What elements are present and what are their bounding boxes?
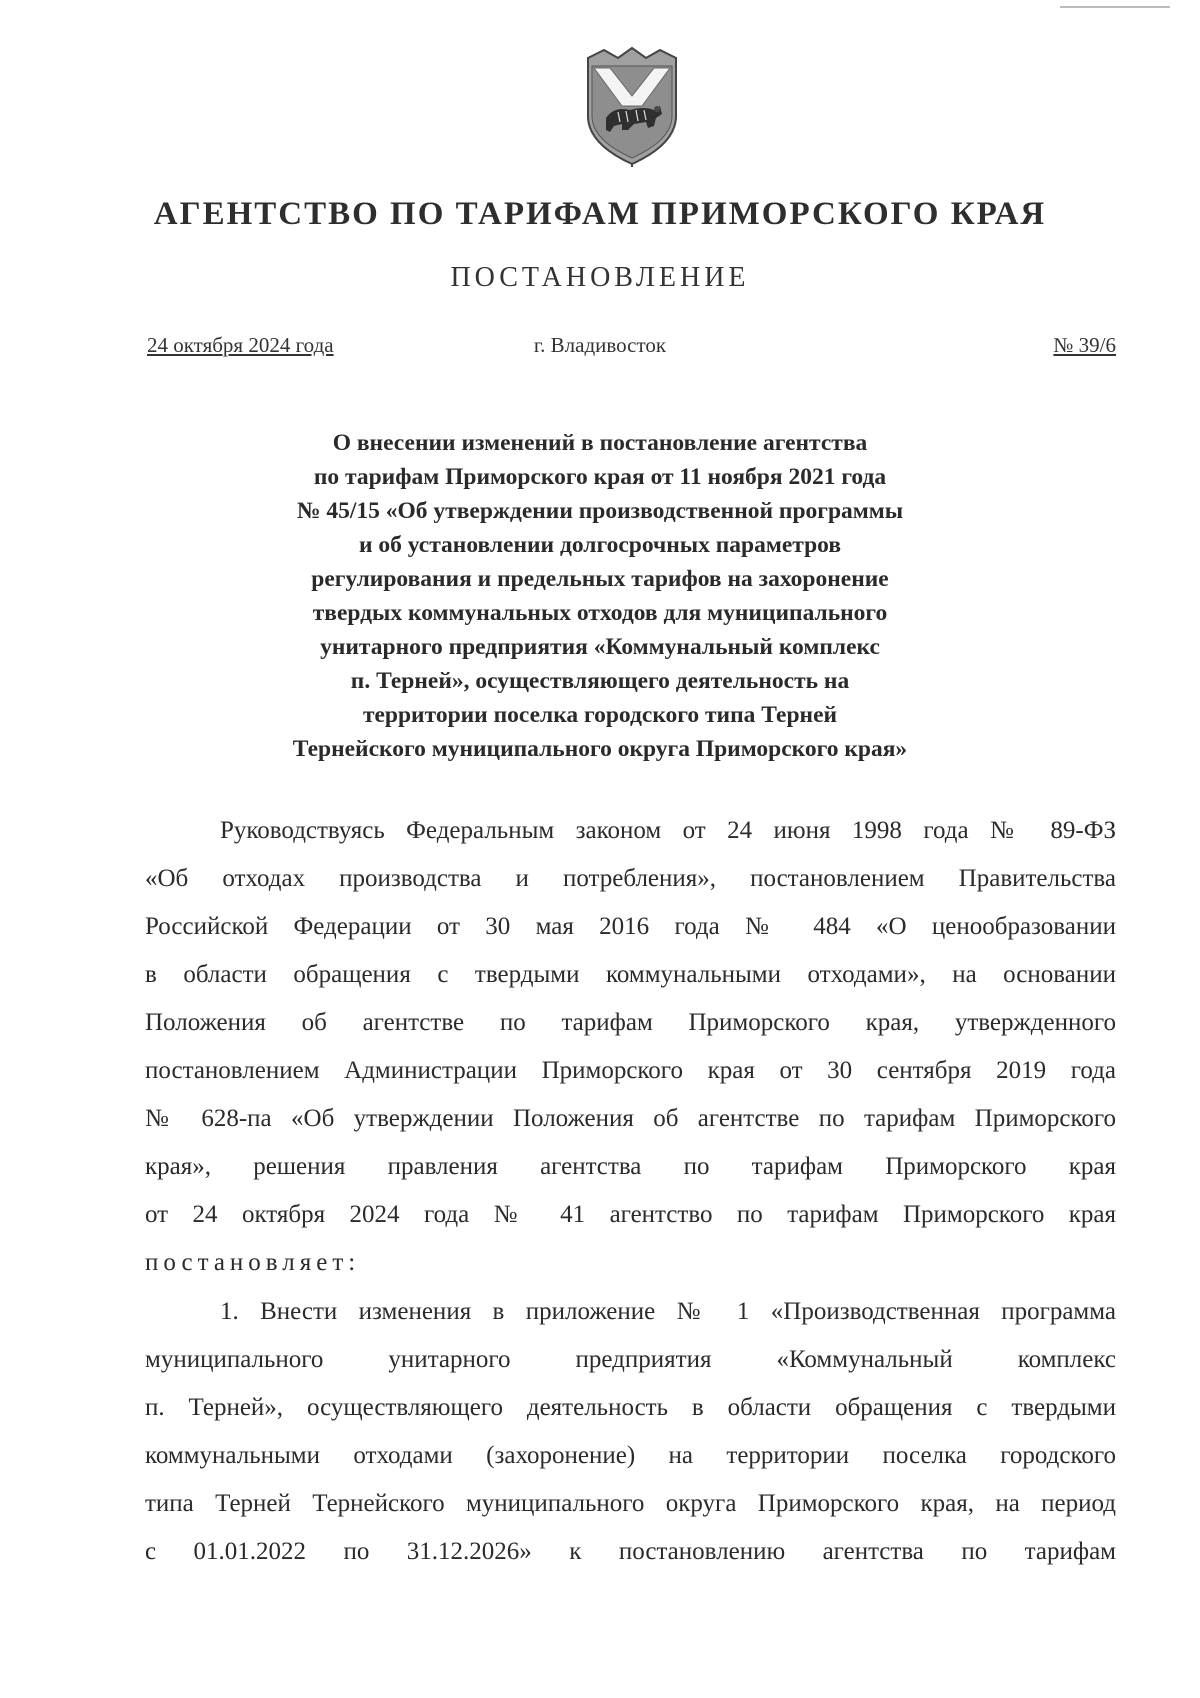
body-line: с 01.01.2022 по 31.12.2026» к постановлению агентства по тарифам [145, 1538, 1116, 1565]
title-line: регулирования и предельных тарифов на захоронение [311, 566, 889, 592]
body-line: края», решения правления агентства по тарифам Приморского края [145, 1153, 1116, 1180]
title-line: по тарифам Приморского края от 11 ноября 2021 года [313, 464, 887, 490]
title-line: территории поселка городского типа Терней [362, 702, 838, 728]
title-line: № 45/15 «Об утверждении производственной программы [296, 498, 904, 524]
title-line: О внесении изменений в постановление агентства [332, 430, 868, 456]
body-line: Положения об агентстве по тарифам Приморского края, утвержденного [145, 1009, 1116, 1036]
title-line: п. Терней», осуществляющего деятельность на [350, 668, 850, 694]
primorsky-krai-coat-of-arms-icon [584, 44, 680, 168]
body-line: коммунальными отходами (захоронение) на территории поселка городского [145, 1442, 1116, 1469]
body-line: Руководствуясь Федеральным законом от 24 июня 1998 года № 89-ФЗ [220, 817, 1116, 844]
body-line: № 628-па «Об утверждении Положения об агентстве по тарифам Приморского [145, 1105, 1116, 1132]
body-line: п. Терней», осуществляющего деятельность в области обращения с твердыми [145, 1394, 1116, 1421]
document-title [180, 426, 1020, 766]
document-number: № 39/6 [1053, 333, 1116, 357]
body-line: муниципального унитарного предприятия «Коммунальный комплекс [145, 1346, 1116, 1373]
decree-word: постановляет: [145, 1249, 361, 1276]
document-date: 24 октября 2024 года [147, 333, 334, 357]
body-line: 1. Внести изменения в приложение № 1 «Производственная программа [220, 1298, 1116, 1325]
body-line: Российской Федерации от 30 мая 2016 года № 484 «О ценообразовании [145, 913, 1116, 940]
title-line: Тернейского муниципального округа Приморского края» [292, 736, 908, 762]
agency-name: АГЕНТСТВО ПО ТАРИФАМ ПРИМОРСКОГО КРАЯ [153, 196, 1047, 232]
body-line: от 24 октября 2024 года № 41 агентство по тарифам Приморского края [145, 1201, 1116, 1228]
title-line: и об установлении долгосрочных параметров [358, 532, 842, 558]
body-line: постановлением Администрации Приморского края от 30 сентября 2019 года [145, 1057, 1116, 1084]
body-line: типа Терней Тернейского муниципального округа Приморского края, на период [145, 1490, 1116, 1517]
document-type: ПОСТАНОВЛЕНИЕ [450, 262, 750, 293]
body-line: «Об отходах производства и потребления», постановлением Правительства [145, 865, 1116, 892]
title-line: твердых коммунальных отходов для муниципального [312, 600, 888, 626]
document-city: г. Владивосток [533, 333, 667, 357]
scan-edge-line [1060, 6, 1170, 8]
body-line: в области обращения с твердыми коммунальными отходами», на основании [145, 961, 1116, 988]
title-line: унитарного предприятия «Коммунальный комплекс [320, 634, 880, 660]
